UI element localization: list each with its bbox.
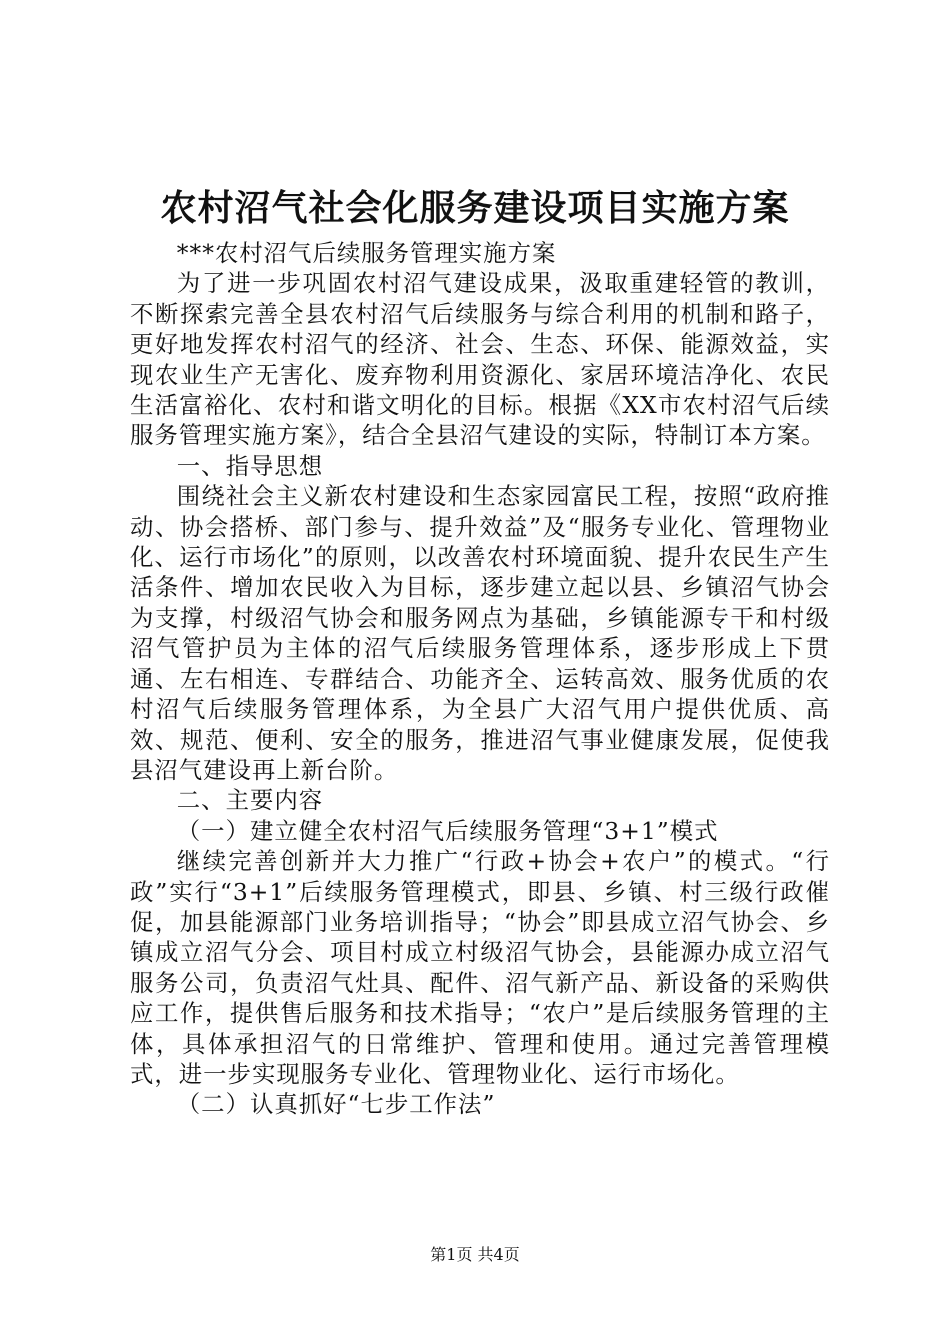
document-subtitle: ***农村沼气后续服务管理实施方案 — [176, 239, 557, 267]
document-title: 农村沼气社会化服务建设项目实施方案 — [160, 187, 790, 229]
page-footer: 第1页 共4页 — [430, 1245, 520, 1264]
section-heading-main-content: 二、主要内容 — [176, 786, 324, 815]
subsection-body-mode: 继续完善创新并大力推广“行政+协会+农户”的模式。“行政”实行“3+1”后续服务管理模式，即县、乡镇、村三级行政催促，加县能源部门业务培训指导；“协会”即县成立沼气协会、乡镇成立沼气分会、项目村成立村级沼气协会，县能源办成立沼气服务公司，负责沼气灶具、配件、沼气新产品、新设备的采购供应工作，提供售后服务和技术指导；“农户”是后续服务管理的主体，具体承担沼气的日常维护、管理和使用。通过完善管理模式，进一步实现服务专业化、管理物业化、运行市场化。 — [130, 847, 830, 1088]
subsection-heading-mode: （一）建立健全农村沼气后续服务管理“3+1”模式 — [176, 816, 719, 845]
document-body — [130, 238, 830, 1120]
section-body-guiding-ideology: 围绕社会主义新农村建设和生态家园富民工程，按照“政府推动、协会搭桥、部门参与、提升效益”及“服务专业化、管理物业化、运行市场化”的原则，以改善农村环境面貌、提升农民生产生活条件、增加农民收入为目标，逐步建立起以县、乡镇沼气协会为支撑，村级沼气协会和服务网点为基础，乡镇能源专干和村级沼气管护员为主体的沼气后续服务管理体系，逐步形成上下贯通、左右相连、专群结合、功能齐全、运转高效、服务优质的农村沼气后续服务管理体系，为全县广大沼气用户提供优质、高效、规范、便利、安全的服务，推进沼气事业健康发展，促使我县沼气建设再上新台阶。 — [130, 482, 830, 784]
intro-paragraph: 为了进一步巩固农村沼气建设成果，汲取重建轻管的教训，不断探索完善全县农村沼气后续服务与综合利用的机制和路子，更好地发挥农村沼气的经济、社会、生态、环保、能源效益，实现农业生产无害化、废弃物利用资源化、家居环境洁净化、农民生活富裕化、农村和谐文明化的目标。根据《XX市农村沼气后续服务管理实施方案》，结合全县沼气建设的实际，特制订本方案。 — [130, 269, 830, 450]
subsection-heading-seven-steps: （二）认真抓好“七步工作法” — [176, 1090, 496, 1119]
section-heading-guiding-ideology: 一、指导思想 — [176, 451, 324, 480]
